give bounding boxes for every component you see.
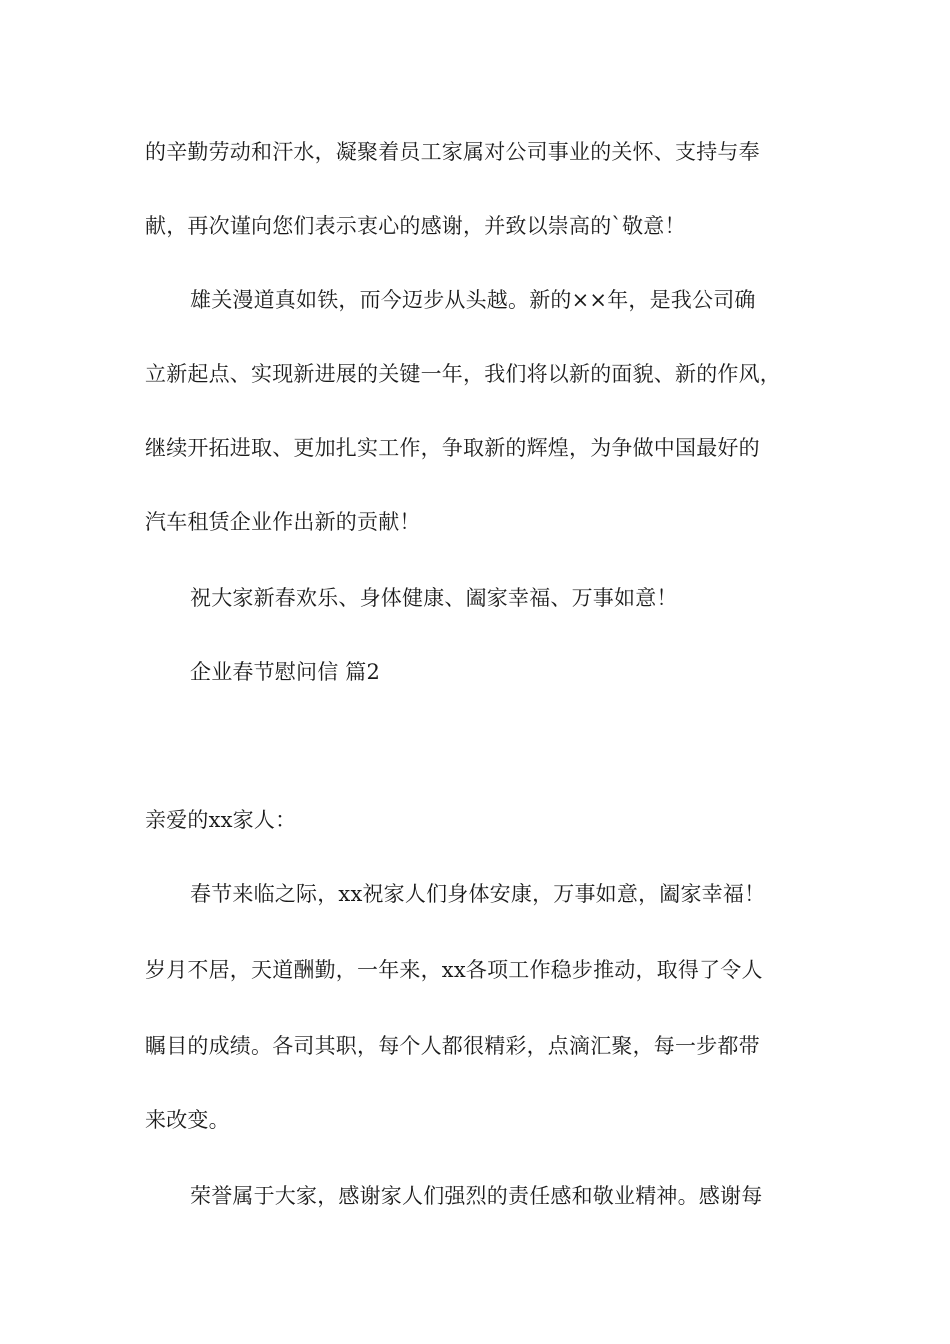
text-line: 荣誉属于大家，感谢家人们强烈的责任感和敬业精神。感谢每: [190, 1184, 763, 1208]
text-line: 春节来临之际，xx祝家人们身体安康，万事如意，阖家幸福！: [190, 882, 766, 906]
text-line: 的辛勤劳动和汗水，凝聚着员工家属对公司事业的关怀、支持与奉: [145, 140, 760, 164]
section-heading: 企业春节慰问信 篇2: [190, 660, 381, 684]
text-line: 汽车租赁企业作出新的贡献！: [145, 510, 421, 534]
text-line: 立新起点、实现新进展的关键一年，我们将以新的面貌、新的作风，: [145, 362, 781, 386]
text-line: 献，再次谨向您们表示衷心的感谢，并致以崇高的`敬意！: [145, 214, 686, 238]
text-line: 岁月不居，天道酬勤，一年来，xx各项工作稳步推动，取得了令人: [145, 958, 763, 982]
salutation: 亲爱的xx家人：: [145, 808, 297, 832]
text-line: 瞩目的成绩。各司其职，每个人都很精彩，点滴汇聚，每一步都带: [145, 1034, 760, 1058]
text-line: 继续开拓进取、更加扎实工作，争取新的辉煌，为争做中国最好的: [145, 436, 760, 460]
text-line: 祝大家新春欢乐、身体健康、阖家幸福、万事如意！: [190, 586, 678, 610]
text-line: 来改变。: [145, 1108, 230, 1132]
text-line: 雄关漫道真如铁，而今迈步从头越。新的××年，是我公司确: [190, 288, 756, 312]
